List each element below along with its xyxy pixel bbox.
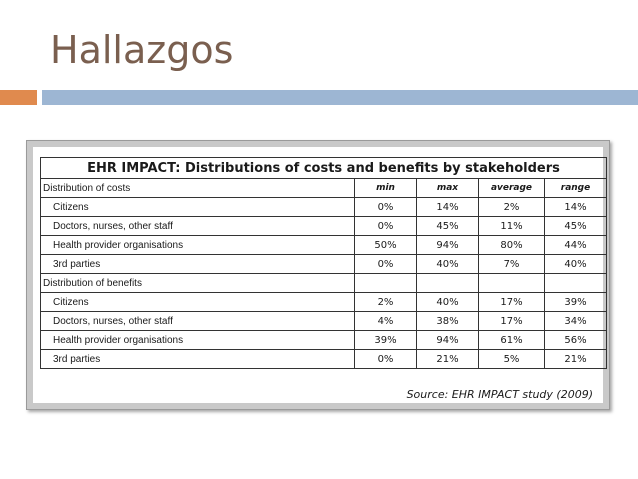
row-label: Health provider organisations — [41, 331, 355, 350]
row-label: 3rd parties — [41, 255, 355, 274]
cell-min: 2% — [355, 293, 417, 312]
cell-max: 45% — [417, 217, 479, 236]
cell-min: 50% — [355, 236, 417, 255]
row-label: 3rd parties — [41, 350, 355, 369]
cell-max: 40% — [417, 293, 479, 312]
cell-min: 0% — [355, 198, 417, 217]
title-underline-bar — [42, 90, 638, 105]
cell-range: 45% — [545, 217, 607, 236]
cell-average: 5% — [479, 350, 545, 369]
cell-range: 40% — [545, 255, 607, 274]
cell-min: 0% — [355, 350, 417, 369]
table-row — [41, 217, 607, 236]
table-row — [41, 255, 607, 274]
cell-average: 11% — [479, 217, 545, 236]
title-accent-bar — [0, 90, 37, 105]
row-label: Health provider organisations — [41, 236, 355, 255]
table-row — [41, 350, 607, 369]
cell-range: 21% — [545, 350, 607, 369]
stakeholder-table — [40, 157, 607, 369]
section-label: Distribution of costs — [41, 179, 355, 198]
column-header-max: max — [417, 179, 479, 198]
cell-max: 94% — [417, 236, 479, 255]
cell-average: 80% — [479, 236, 545, 255]
cell-min: 0% — [355, 255, 417, 274]
column-header-average: average — [479, 179, 545, 198]
cell-average: 61% — [479, 331, 545, 350]
cell-range: 56% — [545, 331, 607, 350]
cell-max: 38% — [417, 312, 479, 331]
table-image — [33, 147, 603, 403]
cell-min: 39% — [355, 331, 417, 350]
table-row — [41, 198, 607, 217]
cell-average: 2% — [479, 198, 545, 217]
table-title: EHR IMPACT: Distributions of costs and benefits by stakeholders — [41, 158, 607, 179]
cell-range: 44% — [545, 236, 607, 255]
slide-title: Hallazgos — [50, 28, 234, 72]
section-header-row — [41, 274, 607, 293]
row-label: Citizens — [41, 293, 355, 312]
cell-max: 14% — [417, 198, 479, 217]
source-citation: Source: EHR IMPACT study (2009) — [406, 388, 593, 401]
row-label: Citizens — [41, 198, 355, 217]
row-label: Doctors, nurses, other staff — [41, 217, 355, 236]
cell-average: 17% — [479, 293, 545, 312]
section-label: Distribution of benefits — [41, 274, 355, 293]
cell-range: 14% — [545, 198, 607, 217]
cell-max: 21% — [417, 350, 479, 369]
table-row — [41, 293, 607, 312]
empty-cell — [479, 274, 545, 293]
cell-average: 7% — [479, 255, 545, 274]
cell-min: 0% — [355, 217, 417, 236]
column-header-min: min — [355, 179, 417, 198]
row-label: Doctors, nurses, other staff — [41, 312, 355, 331]
cell-min: 4% — [355, 312, 417, 331]
table-row — [41, 312, 607, 331]
column-header-range: range — [545, 179, 607, 198]
cell-max: 94% — [417, 331, 479, 350]
table-row — [41, 331, 607, 350]
cell-range: 39% — [545, 293, 607, 312]
section-header-row — [41, 179, 607, 198]
cell-range: 34% — [545, 312, 607, 331]
table-title-row — [41, 158, 607, 179]
table-image-frame — [26, 140, 610, 410]
cell-average: 17% — [479, 312, 545, 331]
empty-cell — [355, 274, 417, 293]
table-row — [41, 236, 607, 255]
cell-max: 40% — [417, 255, 479, 274]
empty-cell — [417, 274, 479, 293]
empty-cell — [545, 274, 607, 293]
